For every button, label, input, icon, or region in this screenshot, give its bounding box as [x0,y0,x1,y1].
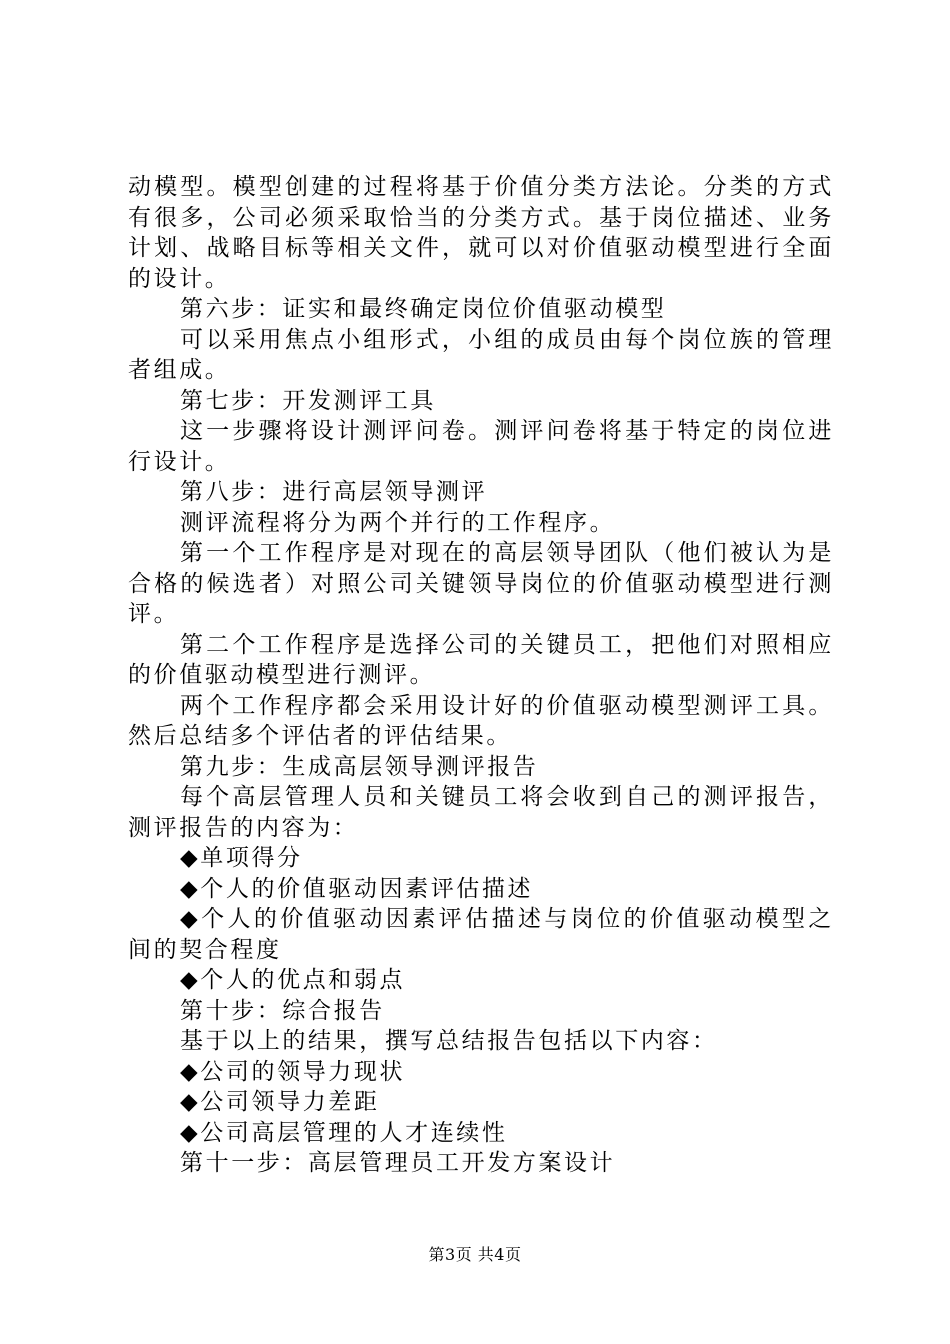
paragraph: 第十步：综合报告 [180,997,385,1024]
paragraph: 基于以上的结果，撰写总结报告包括以下内容： [180,1028,718,1054]
paragraph: ◆公司的领导力现状 [180,1058,406,1085]
paragraph: 可以采用焦点小组形式，小组的成员由每个岗位族的管理者组成。 [128,326,834,383]
paragraph: ◆公司领导力差距 [180,1089,380,1115]
paragraph: 每个高层管理人员和关键员工将会收到自己的测评报告，测评报告的内容为： [128,784,834,841]
paragraph: 动模型。模型创建的过程将基于价值分类方法论。分类的方式有很多，公司必须采取恰当的分类方式。基于岗位描述、业务计划、战略目标等相关文件，就可以对价值驱动模型进行全面的设计。 [128,174,834,292]
paragraph: 第八步：进行高层领导测评 [180,479,488,505]
paragraph: 第十一步：高层管理员工开发方案设计 [180,1150,616,1176]
paragraph: 测评流程将分为两个并行的工作程序。 [180,509,616,536]
paragraph: ◆单项得分 [180,845,303,871]
document-body [128,172,834,1179]
paragraph: 这一步骤将设计测评问卷。测评问卷将基于特定的岗位进行设计。 [128,418,834,475]
paragraph: ◆个人的价值驱动因素评估描述与岗位的价值驱动模型之间的契合程度 [128,906,834,963]
paragraph: 两个工作程序都会采用设计好的价值驱动模型测评工具。然后总结多个评估者的评估结果。 [128,692,834,749]
paragraph: ◆个人的价值驱动因素评估描述 [180,875,534,902]
paragraph: 第九步：生成高层领导测评报告 [180,753,539,780]
paragraph: 第六步：证实和最终确定岗位价值驱动模型 [180,296,667,322]
paragraph: 第七步：开发测评工具 [180,387,436,414]
paragraph: ◆个人的优点和弱点 [180,967,406,993]
paragraph: ◆公司高层管理的人才连续性 [180,1119,508,1146]
page-footer: 第3页 共4页 [428,1245,522,1264]
paragraph: 第一个工作程序是对现在的高层领导团队（他们被认为是合格的候选者）对照公司关键领导岗位的价值驱动模型进行测评。 [128,540,834,627]
paragraph: 第二个工作程序是选择公司的关键员工，把他们对照相应的价值驱动模型进行测评。 [128,631,834,688]
